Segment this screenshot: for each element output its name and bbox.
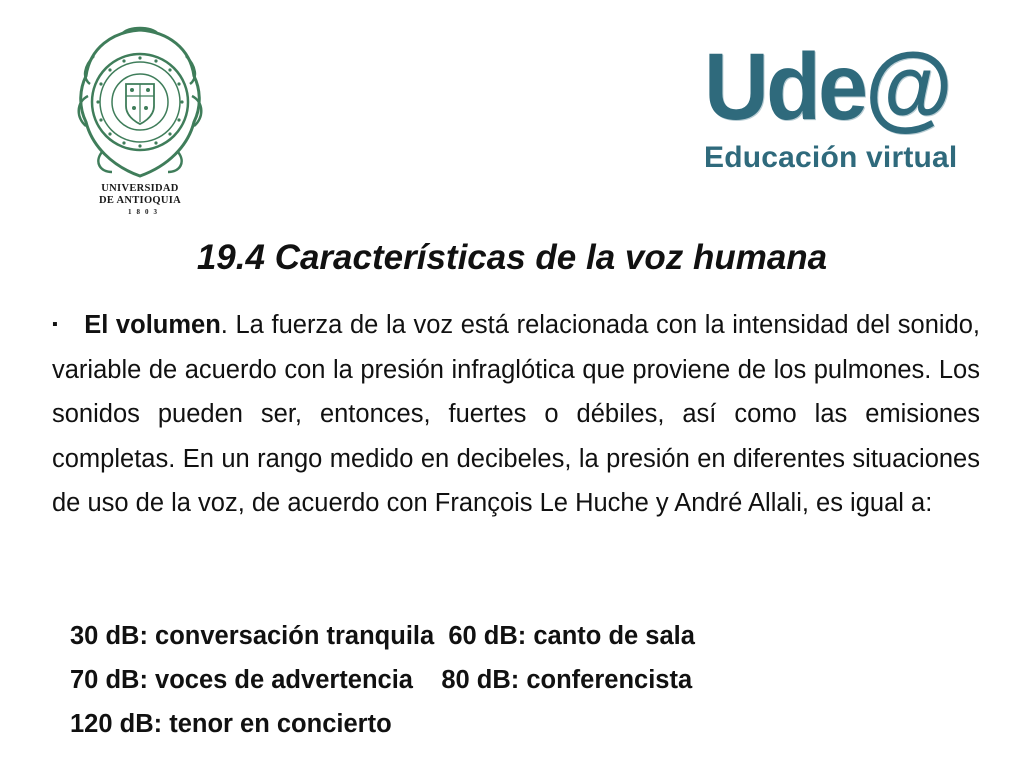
slide-title: 19.4 Características de la voz humana xyxy=(196,238,828,277)
seal-name-line2: DE ANTIOQUIA xyxy=(98,195,182,206)
bullet-marker: ▪ xyxy=(52,316,59,333)
bullet-term: El volumen xyxy=(84,311,221,339)
bullet-paragraph xyxy=(52,303,980,526)
seal-name-line1: UNIVERSIDAD xyxy=(101,183,179,194)
udea-virtual-education-logo xyxy=(700,34,960,190)
university-seal-logo xyxy=(72,26,208,218)
decibel-line: 30 dB: conversación tranquila 60 dB: canto de sala xyxy=(70,622,695,650)
seal-year: 1803 xyxy=(128,208,162,216)
decibel-line: 70 dB: voces de advertencia 80 dB: conferencista xyxy=(70,666,693,694)
university-seal-icon xyxy=(72,26,208,182)
udea-wordmark: Ude@ xyxy=(704,34,950,140)
decibel-line: 120 dB: tenor en concierto xyxy=(70,710,392,738)
bullet-text: . La fuerza de la voz está relacionada con la intensidad del sonido, variable de acuerdo con la presión infraglótica que proviene de los pulmones. Los sonidos pueden ser, entonces, fuertes o débiles, así como las emisiones completas. En un rango medido en decibeles, la presión en diferentes situaciones de uso de la voz, de acuerdo con François Le Huche y André Allali, es igual a: xyxy=(52,311,981,517)
udea-subtitle: Educación virtual xyxy=(704,141,958,174)
